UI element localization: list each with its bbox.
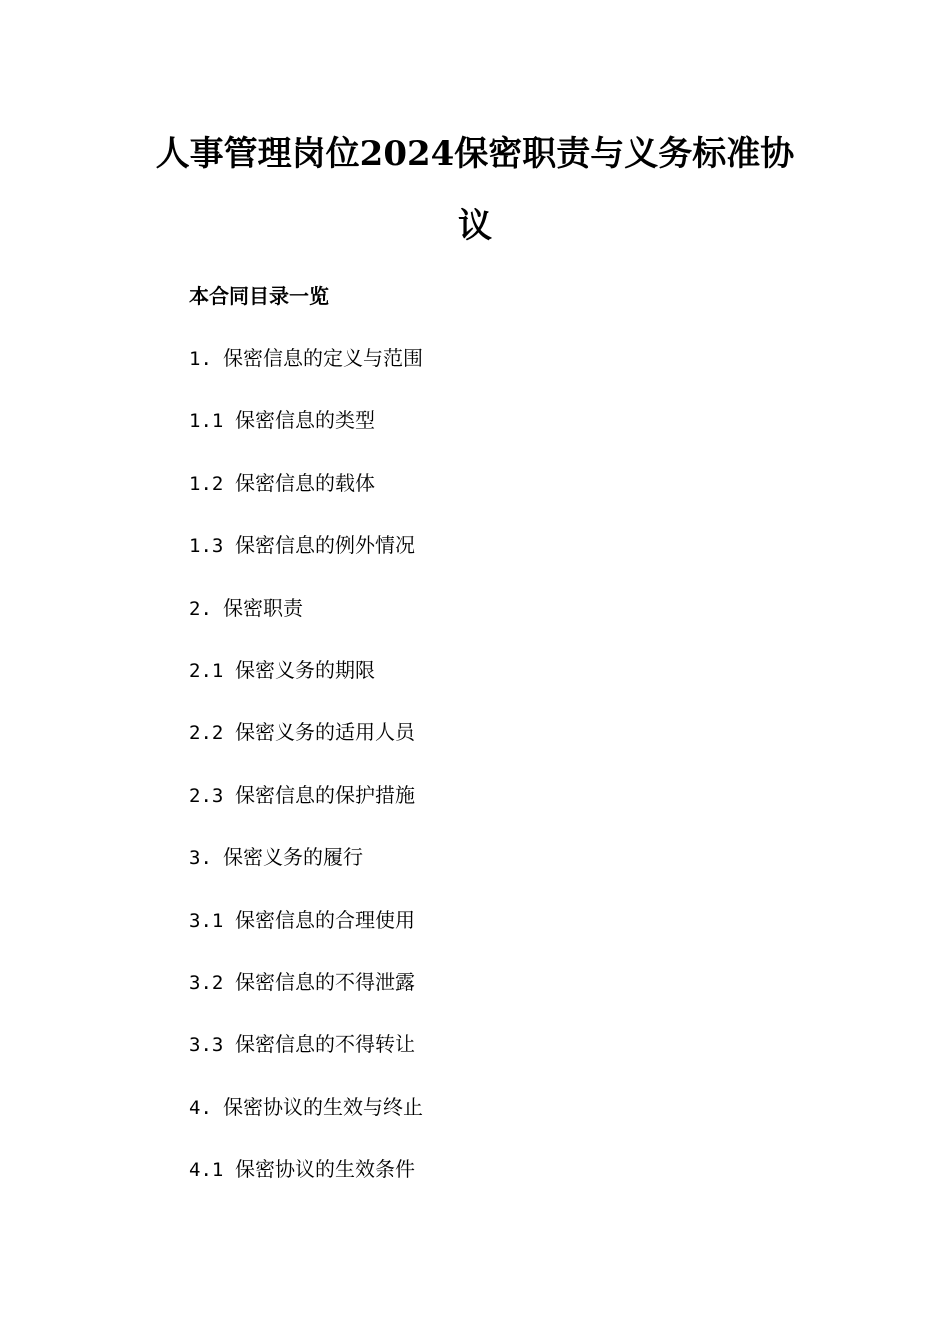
document-title-line-1: 人事管理岗位2024保密职责与义务标准协 xyxy=(155,134,795,174)
toc-item-number: 1.2 xyxy=(189,472,224,495)
toc-item-text: 保密协议的生效与终止 xyxy=(223,1094,423,1119)
toc-item xyxy=(189,656,423,718)
toc-item xyxy=(189,843,423,905)
toc-item-number: 3.3 xyxy=(189,1034,224,1057)
toc-item-text: 保密信息的类型 xyxy=(235,408,375,433)
toc-item-text: 保密职责 xyxy=(223,595,303,620)
toc-item-number: 3.2 xyxy=(189,971,224,994)
toc-item xyxy=(189,344,423,406)
toc-item-text: 保密信息的例外情况 xyxy=(235,533,415,558)
toc-heading: 本合同目录一览 xyxy=(189,284,329,308)
toc-item xyxy=(189,594,423,656)
toc-item-text: 保密协议的生效条件 xyxy=(235,1157,415,1182)
toc-item-text: 保密信息的保护措施 xyxy=(235,782,415,807)
toc-item-number: 4. xyxy=(189,1096,212,1119)
toc-item-number: 1.3 xyxy=(189,535,224,558)
toc-item xyxy=(189,968,423,1030)
toc-item-number: 3. xyxy=(189,847,212,870)
toc-item-number: 2. xyxy=(189,597,212,620)
toc-item-number: 3.1 xyxy=(189,909,224,932)
toc-item-text: 保密信息的合理使用 xyxy=(235,907,415,932)
toc-item-number: 2.3 xyxy=(189,784,224,807)
toc-item-text: 保密义务的适用人员 xyxy=(235,720,415,745)
toc-item xyxy=(189,1155,423,1217)
toc-item xyxy=(189,1030,423,1092)
document-title-line-2: 议 xyxy=(458,206,492,246)
toc-item-text: 保密义务的履行 xyxy=(223,845,363,870)
toc-item xyxy=(189,531,423,593)
toc-item-number: 1. xyxy=(189,348,212,370)
toc-item xyxy=(189,1093,423,1155)
toc-item-text: 保密信息的载体 xyxy=(235,470,375,495)
toc-item-text: 保密信息的不得泄露 xyxy=(235,969,415,994)
toc-item-number: 4.1 xyxy=(189,1159,224,1182)
toc-item-number: 1.1 xyxy=(189,410,224,433)
toc-item xyxy=(189,781,423,843)
toc-item-number: 2.1 xyxy=(189,659,224,682)
toc-item xyxy=(189,406,423,468)
toc-item xyxy=(189,718,423,780)
toc-item-text: 保密义务的期限 xyxy=(235,657,375,682)
toc-item xyxy=(189,469,423,531)
toc-item-number: 2.2 xyxy=(189,722,224,745)
table-of-contents xyxy=(189,344,423,1217)
toc-item xyxy=(189,906,423,968)
toc-item-text: 保密信息的定义与范围 xyxy=(223,346,423,370)
toc-item-text: 保密信息的不得转让 xyxy=(235,1032,415,1057)
